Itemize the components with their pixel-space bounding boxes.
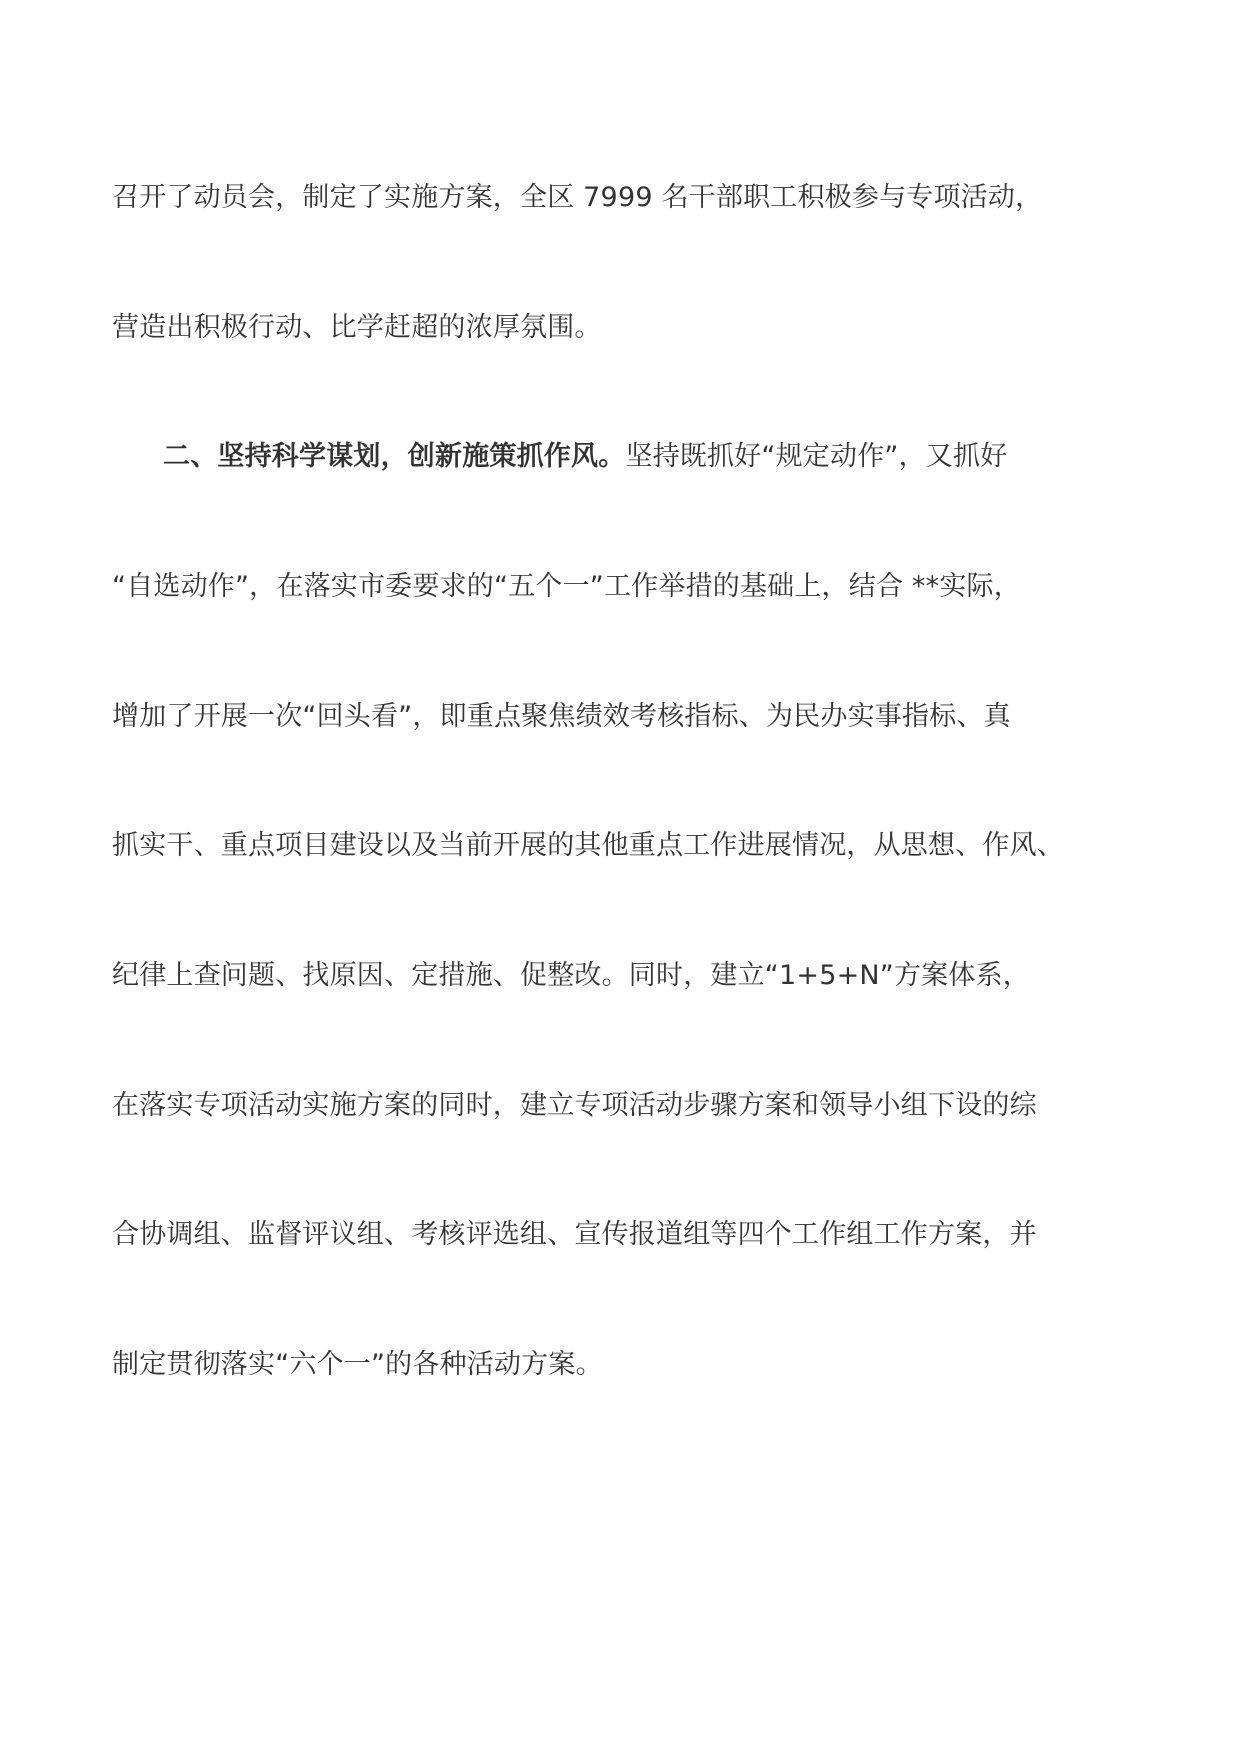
- paragraph-line: 纪律上查问题、找原因、定措施、促整改。同时，建立“1+5+N”方案体系，: [112, 960, 1030, 991]
- paragraph-line: 召开了动员会，制定了实施方案，全区 7999 名干部职工积极参与专项活动，: [112, 182, 1043, 213]
- paragraph-line: “自选动作”，在落实市委要求的“五个一”工作举措的基础上，结合 **实际，: [112, 571, 1021, 602]
- section-heading: 二、坚持科学谋划，创新施策抓作风。: [163, 441, 626, 472]
- paragraph-line: 在落实专项活动实施方案的同时，建立专项活动步骤方案和领导小组下设的综: [112, 1090, 1037, 1121]
- paragraph-line: 合协调组、监督评议组、考核评选组、宣传报道组等四个工作组工作方案，并: [112, 1219, 1037, 1250]
- paragraph-line: 增加了开展一次“回头看”，即重点聚焦绩效考核指标、为民办实事指标、真: [112, 701, 1011, 732]
- paragraph-line: 制定贯彻落实“六个一”的各种活动方案。: [112, 1349, 603, 1380]
- section-heading-line: [163, 437, 1203, 477]
- paragraph-line: 营造出积极行动、比学赶超的浓厚氛围。: [112, 312, 602, 343]
- paragraph-text: 坚持既抓好“规定动作”，又抓好: [625, 441, 1008, 472]
- paragraph-line: 抓实干、重点项目建设以及当前开展的其他重点工作进展情况，从思想、作风、: [112, 830, 1064, 861]
